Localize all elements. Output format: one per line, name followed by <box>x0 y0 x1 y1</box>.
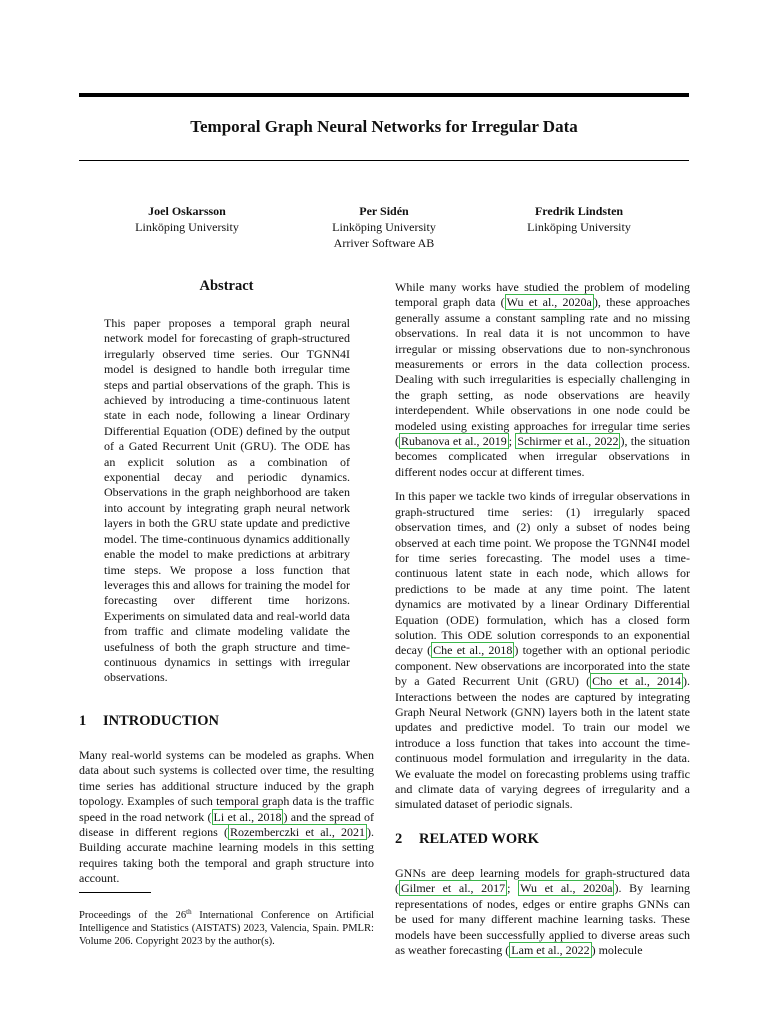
paragraph: While many works have studied the problem of modeling temporal graph data ( Wu et al., 2020a ), these approaches generally assume a constant sampling rate and no missing observations. In real data it is not uncommon to have irregular or missing observations due to non-synchronous measurements or errors in the data collection process. Dealing with such irregularities is especially challenging in the graph setting, as node observations are heavily interdependent. While observations in one node could be modeled using existing approaches for irregular time series ( Rubanova et al., 2019 ; Schirmer et al., 2022 ), the situation becomes complicated when irregular observations in different nodes occur at different times. <box>395 280 690 479</box>
citation-link[interactable]: Rozemberczki et al., 2021 <box>229 825 366 840</box>
author-1 <box>97 203 277 235</box>
section-heading-related-work <box>395 831 539 848</box>
footnote-rule <box>79 892 151 893</box>
abstract-heading: Abstract <box>199 278 254 294</box>
section-title: INTRODUCTION <box>103 713 220 729</box>
paper-title: Temporal Graph Neural Networks for Irregular Data <box>190 117 578 136</box>
citation-link[interactable]: Wu et al., 2020a <box>506 295 592 310</box>
citation-link[interactable]: Rubanova et al., 2019 <box>401 434 507 449</box>
citation-link[interactable]: Wu et al., 2020a <box>520 881 613 896</box>
author-name: Joel Oskarsson <box>148 204 226 218</box>
citation-link[interactable]: Che et al., 2018 <box>433 643 513 658</box>
top-rule <box>79 93 689 97</box>
author-affiliation: Arriver Software AB <box>333 236 435 250</box>
introduction-body <box>79 748 374 896</box>
section-title: RELATED WORK <box>419 831 539 847</box>
citation-link[interactable]: Lam et al., 2022 <box>511 943 590 958</box>
section-heading-introduction <box>79 713 219 730</box>
author-name: Per Sidén <box>359 204 409 218</box>
author-affiliation: Linköping University <box>135 220 239 234</box>
author-3 <box>489 203 669 235</box>
section-number: 1 <box>79 713 87 729</box>
paragraph: In this paper we tackle two kinds of irregular observations in graph-structured time series: (1) irregularly spaced observation times, and (2) only a subset of nodes being observed at each time point. We propose the TGNN4I model for time series forecasting. The model uses a time-continuous latent state in each node, which allows for predictions to be made at any time point. The latent dynamics are motivated by a linear Ordinary Differential Equation (ODE) formulation, which has a closed form solution. This ODE solution corresponds to an exponential decay ( Che et al., 2018 ) together with an optional periodic component. New observations are incorporated into the state by a Gated Recurrent Unit (GRU) ( Cho et al., 2014 ). Interactions between the nodes are captured by integrating Graph Neural Network (GNN) layers both in the latent state updates and predictive model. To train our model we introduce a loss function that takes into account the time-continuous model formulation and irregularity in the data. We evaluate the model on forecasting problems using traffic and climate data of varying degrees of irregularity and a simulated dataset of periodic signals. <box>395 489 691 812</box>
paragraph: Many real-world systems can be modeled as graphs. When data about such systems is collected over time, the resulting time series has additional structure induced by the graph topology. Examples of such temporal graph data is the traffic speed in the road network ( Li et al., 2018 ) and the spread of disease in different regions ( Rozemberczki et al., 2021 ). Building accurate machine learning models in this setting requires taking both the temporal and graph structure into account. <box>79 748 375 886</box>
citation-link[interactable]: Cho et al., 2014 <box>592 674 682 689</box>
abstract-body: This paper proposes a temporal graph neural network model for forecasting of graph-structured irregularly observed time series. Our TGNN4I model is designed to handle both irregular time steps and partial observations of the graph. This is achieved by introducing a time-continuous latent state in each node, following a linear Ordinary Differential Equation (ODE) defined by the output of a Gated Recurrent Unit (GRU). The ODE has an explicit solution as a combination of exponential decay and periodic dynamics. Observations in the graph neighborhood are taken into account by integrating graph neural network layers in both the GRU state update and predictive model. The time-continuous dynamics additionally enable the model to make predictions at arbitrary time steps. We propose a loss function that leverages this and allows for training the model for forecasting over different time horizons. Experiments on simulated data and real-world data from traffic and climate modeling validate the usefulness of both the graph structure and time-continuous dynamics in settings with irregular observations. <box>104 316 350 685</box>
citation-link[interactable]: Gilmer et al., 2017 <box>401 881 506 896</box>
related-work-body <box>395 866 690 967</box>
title-rule <box>79 160 689 161</box>
section-number: 2 <box>395 831 403 847</box>
paragraph: GNNs are deep learning models for graph-structured data ( Gilmer et al., 2017 ; Wu et al., 2020a ). By learning representations of nodes, edges or entire graphs GNNs can be used for many different machine learning tasks. These models have been successfully applied to diverse areas such as weather forecasting ( Lam et al., 2022 ) molecule <box>395 866 690 958</box>
author-affiliation: Linköping University <box>527 220 631 234</box>
author-affiliation: Linköping University <box>332 220 436 234</box>
right-column-body <box>395 280 690 822</box>
author-name: Fredrik Lindsten <box>534 204 624 218</box>
footnote: Proceedings of the 26th International Conference on Artificial Intelligence and Statistics (AISTATS) 2023, Valencia, Spain. PMLR: Volume 206. Copyright 2023 by the author(s). <box>79 908 374 947</box>
citation-link[interactable]: Li et al., 2018 <box>213 809 282 824</box>
citation-link[interactable]: Schirmer et al., 2022 <box>517 434 619 449</box>
author-2 <box>294 203 474 251</box>
